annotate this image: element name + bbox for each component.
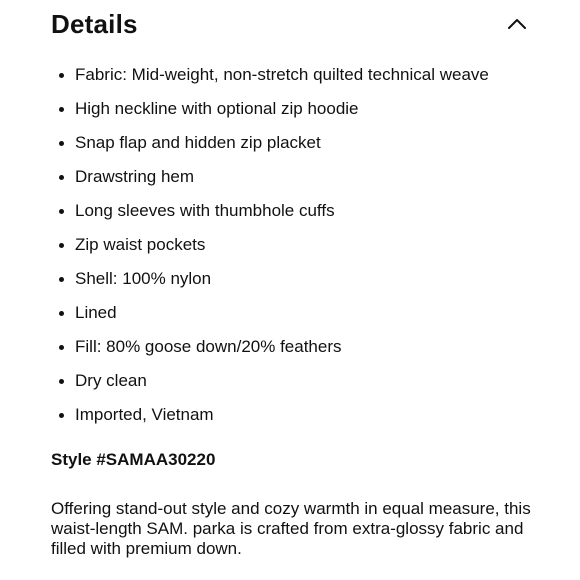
details-header[interactable] xyxy=(51,0,529,48)
list-item: High neckline with optional zip hoodie xyxy=(51,92,529,126)
product-description: Offering stand-out style and cozy warmth in equal measure, this waist-length SAM. parka is crafted from extra-glossy fabric and filled with premium down. xyxy=(51,499,531,558)
chevron-up-icon xyxy=(507,18,527,30)
list-item: Imported, Vietnam xyxy=(51,398,529,432)
style-number: Style #SAMAA30220 xyxy=(51,450,216,469)
list-item: Fill: 80% goose down/20% feathers xyxy=(51,330,529,364)
list-item: Snap flap and hidden zip placket xyxy=(51,126,529,160)
list-item: Zip waist pockets xyxy=(51,228,529,262)
list-item: Drawstring hem xyxy=(51,160,529,194)
list-item: Dry clean xyxy=(51,364,529,398)
details-list xyxy=(51,58,529,432)
collapse-toggle-button[interactable] xyxy=(503,10,531,38)
list-item: Shell: 100% nylon xyxy=(51,262,529,296)
list-item: Long sleeves with thumbhole cuffs xyxy=(51,194,529,228)
list-item: Fabric: Mid-weight, non-stretch quilted technical weave xyxy=(51,58,529,92)
details-title: Details xyxy=(51,9,138,39)
list-item: Lined xyxy=(51,296,529,330)
